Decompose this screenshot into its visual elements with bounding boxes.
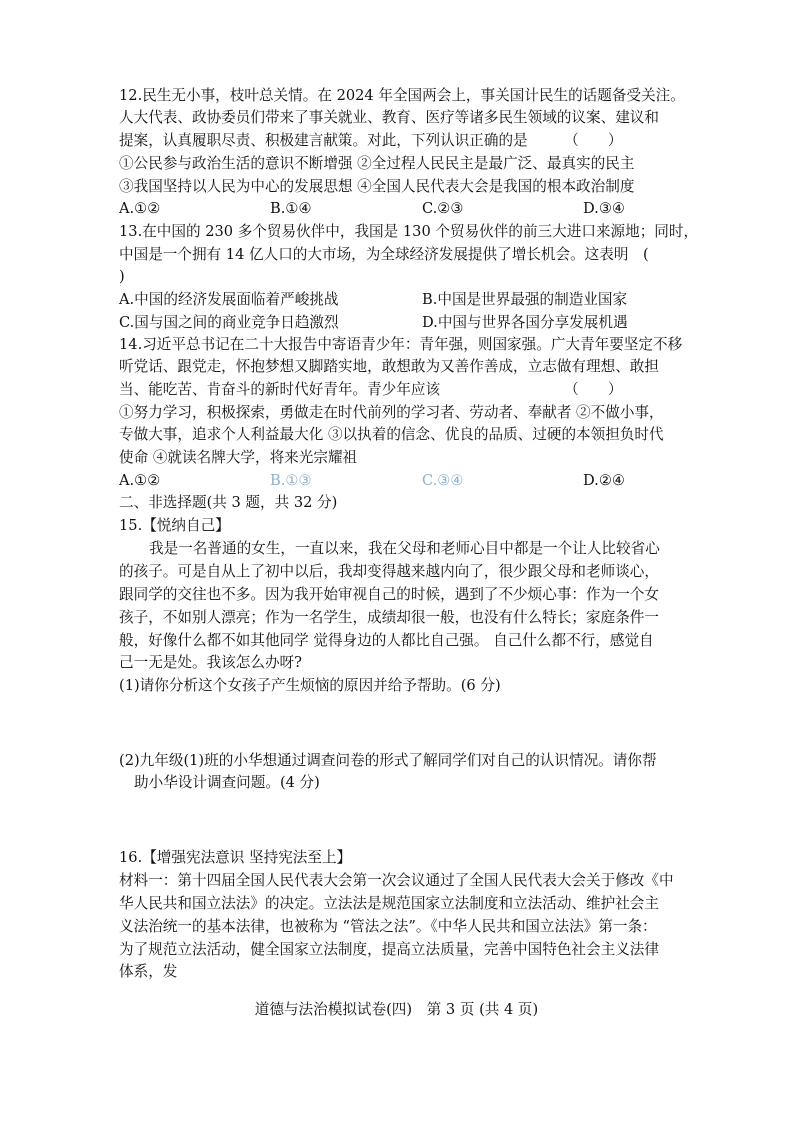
section-2-heading: 二、非选择题(共 3 题，共 32 分) bbox=[119, 494, 338, 511]
q14-line-1: 14.习近平总书记在二十大报告中寄语青少年：青年强，则国家强。广大青年要坚定不移 bbox=[119, 336, 683, 353]
q13-options-row-1 bbox=[119, 290, 719, 310]
q14-option-b: B.①③ bbox=[270, 472, 312, 489]
q14-options bbox=[119, 471, 719, 491]
q14-line-6: 使命 ④就读名牌大学，将来光宗耀祖 bbox=[119, 449, 358, 466]
q14-option-a: A.①② bbox=[119, 472, 161, 489]
q16-title: 16.【增强宪法意识 坚持宪法至上】 bbox=[119, 849, 352, 866]
q12-option-d: D.③④ bbox=[583, 200, 625, 217]
q15-paragraph-line-2: 的孩子。可是自从上了初中以后，我却变得越来越内向了，很少跟父母和老师谈心， bbox=[119, 563, 659, 580]
q13-line-1: 13.在中国的 230 多个贸易伙伴中，我国是 130 个贸易伙伴的前三大进口来源地；同时， bbox=[119, 223, 699, 240]
q12-option-b: B.①④ bbox=[270, 200, 312, 217]
q15-paragraph-line-5: 般，好像什么都不如其他同学 觉得身边的人都比自己强。 自己什么都不行，感觉自 bbox=[119, 632, 654, 649]
q16-line-2: 华人民共和国立法法》的决定。立法法是规范国家立法制度和立法活动、维护社会主 bbox=[119, 895, 659, 912]
q12-line-1: 12.民生无小事，枝叶总关情。在 2024 年全国两会上，事关国计民生的话题备受关注。 bbox=[119, 87, 685, 104]
q12-line-2: 人大代表、政协委员们带来了事关就业、教育、医疗等诸多民生领域的议案、建议和 bbox=[119, 109, 659, 126]
q13-option-d: D.中国与世界各国分享发展机遇 bbox=[422, 314, 628, 331]
q12-line-3: 提案，认真履职尽责、积极建言献策。对此，下列认识正确的是 （ ） bbox=[119, 132, 623, 149]
q15-sub-question-1: (1)请你分析这个女孩子产生烦恼的原因并给予帮助。(6 分) bbox=[119, 677, 501, 694]
q13-option-a: A.中国的经济发展面临着严峻挑战 bbox=[119, 291, 339, 308]
q12-option-a: A.①② bbox=[119, 200, 161, 217]
q15-paragraph-line-6: 己一无是处。我该怎么办呀? bbox=[119, 654, 302, 671]
q13-option-b: B.中国是世界最强的制造业国家 bbox=[422, 291, 628, 308]
q14-line-5: 专做大事，追求个人利益最大化 ③以执着的信念、优良的品质、过硬的本领担负时代 bbox=[119, 426, 664, 443]
q14-line-3: 当、能吃苦、肯奋斗的新时代好青年。青少年应该 （ ） bbox=[119, 381, 623, 398]
q16-line-1: 材料一：第十四届全国人民代表大会第一次会议通过了全国人民代表大会关于修改《中 bbox=[119, 872, 674, 889]
q15-paragraph-line-3: 跟同学的交往也不多。因为我开始审视自己的时候，遇到了不少烦心事：作为一个女 bbox=[119, 586, 659, 603]
q16-line-3: 义法治统一的基本法律，也被称为 “管法之法”。《中华人民共和国立法法》第一条： bbox=[119, 918, 657, 935]
q15-title: 15.【悦纳自己】 bbox=[119, 517, 230, 534]
q16-line-5: 体系，发 bbox=[119, 963, 178, 980]
q13-options-row-2 bbox=[119, 313, 719, 333]
q12-option-c: C.②③ bbox=[422, 200, 464, 217]
q15-paragraph-line-4: 孩子，不如别人漂亮；作为一名学生，成绩却很一般，也没有什么特长；家庭条件一 bbox=[119, 609, 659, 626]
q12-options bbox=[119, 199, 719, 219]
q13-line-2: 中国是一个拥有 14 亿人口的大市场，为全球经济发展提供了增长机会。这表明 ( bbox=[119, 246, 649, 263]
q16-line-4: 为了规范立法活动，健全国家立法制度，提高立法质量，完善中国特色社会主义法律 bbox=[119, 941, 659, 958]
page-footer: 道德与法治模拟试卷(四) 第 3 页 (共 4 页) bbox=[254, 1001, 539, 1018]
q12-line-5: ③我国坚持以人民为中心的发展思想 ④全国人民代表大会是我国的根本政治制度 bbox=[119, 178, 635, 195]
q14-line-2: 听党话、跟党走，怀抱梦想又脚踏实地，敢想敢为又善作善成，立志做有理想、敢担 bbox=[119, 358, 659, 375]
q15-sub-question-2-line-1: (2)九年级(1)班的小华想通过调查问卷的形式了解同学们对自己的认识情况。请你帮 bbox=[119, 752, 657, 769]
q15-paragraph-line-1: 我是一名普通的女生，一直以来，我在父母和老师心目中都是一个让人比较省心 bbox=[149, 540, 660, 557]
q12-line-4: ①公民参与政治生活的意识不断增强 ②全过程人民民主是最广泛、最真实的民主 bbox=[119, 155, 635, 172]
q14-option-c: C.③④ bbox=[422, 472, 464, 489]
q13-option-c: C.国与国之间的商业竞争日趋激烈 bbox=[119, 314, 339, 331]
q13-line-3: ) bbox=[119, 268, 125, 285]
q14-option-d: D.②④ bbox=[583, 472, 625, 489]
q15-sub-question-2-line-2: 助小华设计调查问题。(4 分) bbox=[134, 774, 320, 791]
q14-line-4: ①努力学习，积极探索，勇做走在时代前列的学习者、劳动者、奉献者 ②不做小事， bbox=[119, 404, 664, 421]
